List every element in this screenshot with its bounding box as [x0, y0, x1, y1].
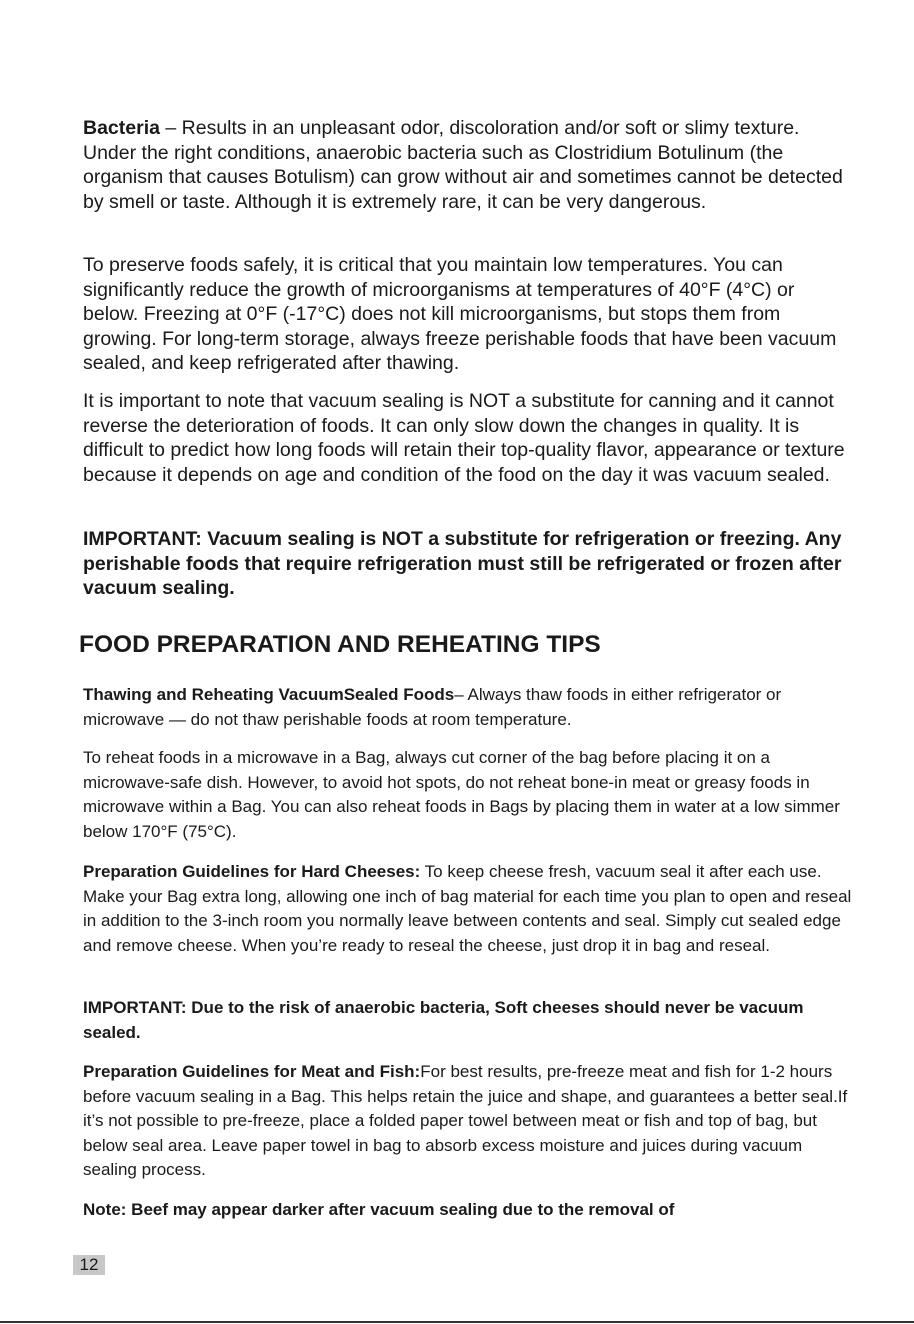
important-soft-cheese-paragraph: IMPORTANT: Due to the risk of anaerobic bacteria, Soft cheeses should never be vacuum sealed. [83, 998, 804, 1042]
important-refrigeration-paragraph: IMPORTANT: Vacuum sealing is NOT a substitute for refrigeration or freezing. Any perishable foods that require refrigeration must still be refrigerated or frozen after vacuum sealing. [83, 528, 842, 599]
cheese-text: To keep cheese fresh, vacuum seal it after each use. Make your Bag extra long, allowing one inch of bag material for each time you plan to open and reseal in addition to the 3-inch room you normally leave between contents and seal. Simply cut sealed edge and remove cheese. When you’re ready to reseal the cheese, just drop it in bag and reseal. [83, 862, 852, 955]
cheese-lead: Preparation Guidelines for Hard Cheeses: [83, 862, 421, 881]
meat-fish-lead: Preparation Guidelines for Meat and Fish: [83, 1062, 421, 1081]
section-heading: FOOD PREPARATION AND REHEATING TIPS [79, 631, 601, 658]
cheese-paragraph [83, 860, 853, 958]
bacteria-lead: Bacteria [83, 117, 160, 139]
page-number: 12 [73, 1255, 105, 1275]
thawing-text: – Always thaw foods in either refrigerator or microwave — do not thaw perishable foods at room temperature. [83, 685, 782, 729]
thawing-lead: Thawing and Reheating VacuumSealed Foods [83, 685, 455, 704]
bacteria-paragraph [83, 116, 853, 214]
canning-note-paragraph: It is important to note that vacuum sealing is NOT a substitute for canning and it cannot reverse the deterioration of foods. It can only slow down the changes in quality. It is difficult to predict how long foods will retain their top-quality flavor, appearance or texture because it depends on age and condition of the food on the day it was vacuum sealed. [83, 390, 845, 486]
beef-note-paragraph: Note: Beef may appear darker after vacuum sealing due to the removal of [83, 1200, 675, 1219]
bacteria-text: – Results in an unpleasant odor, discoloration and/or soft or slimy texture. Under the right conditions, anaerobic bacteria such as Clostridium Botulinum (the organism that causes Botulism) can grow without air and sometimes cannot be detected by smell or taste. Although it is extremely rare, it can be very dangerous. [83, 117, 843, 213]
meat-fish-paragraph [83, 1060, 853, 1183]
meat-fish-text: For best results, pre-freeze meat and fish for 1-2 hours before vacuum sealing in a Bag. This helps retain the juice and shape, and guarantees a better seal.If it’s not possible to pre-freeze, place a folded paper towel between meat or fish and top of bag, but below seal area. Leave paper towel in bag to absorb excess moisture and juices during vacuum sealing process. [83, 1062, 848, 1179]
thawing-paragraph [83, 683, 853, 732]
bottom-divider [0, 1321, 914, 1323]
preserve-paragraph: To preserve foods safely, it is critical that you maintain low temperatures. You can significantly reduce the growth of microorganisms at temperatures of 40°F (4°C) or below. Freezing at 0°F (-17°C) does not kill microorganisms, but stops them from growing. For long-term storage, always freeze perishable foods that have been vacuum sealed, and keep refrigerated after thawing. [83, 254, 837, 374]
reheat-paragraph: To reheat foods in a microwave in a Bag, always cut corner of the bag before placing it on a microwave-safe dish. However, to avoid hot spots, do not reheat bone-in meat or greasy foods in microwave within a Bag. You can also reheat foods in Bags by placing them in water at a low simmer below 170°F (75°C). [83, 748, 840, 841]
